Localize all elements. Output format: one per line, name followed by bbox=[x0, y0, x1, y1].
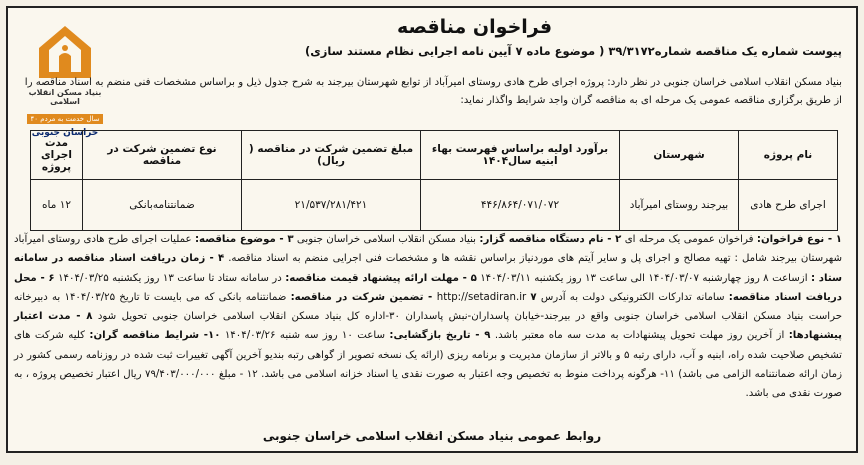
item-6-text: سامانه تدارکات الکترونیکی دولت به آدرس http://setadiran.ir bbox=[436, 291, 725, 303]
cell-estimate: ۴۴۶/۸۶۴/۰۷۱/۰۷۲ bbox=[421, 180, 620, 231]
page-title: فراخوان مناقصه bbox=[396, 16, 553, 38]
house-logo-icon bbox=[35, 22, 95, 82]
item-9-label: ۹ - تاریخ بازگشایی: bbox=[389, 330, 491, 342]
item-5-text: در سامانه ستاد تا ساعت ۱۳ روز یکشنبه ۱۴۰۴/۰۳/۲۵ bbox=[58, 272, 282, 284]
item-7-label: ۷ - تضمین شرکت در مناقصه: bbox=[290, 291, 537, 303]
item-4-text: ازساعت ۸ روز چهارشنبه ۱۴۰۴/۰۳/۰۷ الی ساعت ۱۳ روز یکشنبه ۱۴۰۴/۰۳/۱۱ bbox=[480, 272, 808, 284]
project-table bbox=[30, 130, 838, 231]
item-6-label: ۶ - محل دریافت اسناد مناقصه: bbox=[14, 272, 842, 303]
item-1-label: ۱ - نوع فراخوان: bbox=[756, 234, 842, 245]
item-10-label: ۱۰- شرایط مناقصه گران: bbox=[89, 330, 221, 342]
attachment-line: پیوست شماره یک مناقصه شماره۳۹/۳۱۷۲ ( موضوع ماده ۷ آیین نامه اجرایی نظام مستند سازی) bbox=[304, 44, 842, 58]
intro-paragraph: بنیاد مسکن انقلاب اسلامی خراسان جنوبی در نظر دارد: پروژه اجرای طرح هادی روستای امیرآباد از توابع شهرستان بیرجند به شرح جدول ذیل و براساس مشخصات فنی منضم به اسناد مناقصه را از طریق برگزاری مناقصه عمومی یک مرحله ای به مناقصه گران واجد شرایط واگذار نماید: bbox=[24, 77, 842, 106]
item-8-text: از آخرین روز مهلت تحویل پیشنهادات به مدت سه ماه معتبر باشد. bbox=[494, 330, 785, 342]
header bbox=[107, 16, 842, 58]
tender-conditions bbox=[14, 230, 842, 404]
col-city: شهرستان bbox=[620, 131, 739, 180]
cell-duration: ۱۲ ماه bbox=[31, 180, 83, 231]
item-9-text: ساعت ۱۰ روز سه شنبه ۱۴۰۴/۰۳/۲۶ bbox=[224, 330, 385, 342]
item-3-text: عملیات اجرای طرح هادی روستای امیرآباد شهرستان بیرجند شامل : تهیه مصالح و اجرای پل و سایر آیتم های موردنیاز براساس نقشه ها و مشخصات فنی اجرایی منضم به اسناد مناقصه. bbox=[14, 234, 842, 265]
item-8-label: ۸ - مدت اعتبار پیشنهادها: bbox=[14, 311, 842, 342]
item-11-text: ۱۱- هرگونه پرداخت منوط به تخصیص وجه اعتبار به صورت نقدی یا اسناد خزانه اسلامی می باشد. bbox=[261, 369, 675, 381]
item-2-text: بنیاد مسکن انقلاب اسلامی خراسان جنوبی bbox=[296, 234, 476, 245]
col-duration: مدت اجرای پروژه bbox=[31, 131, 83, 180]
item-10-text: کلیه شرکت های تشخیص صلاحیت شده راه، ابنیه و آب، دارای رتبه ۵ و بالاتر از سازمان مدیریت و برنامه ریزی (ارائه یک نسخه تصویر از گواهی رتبه بندیو آخرین آگهی تغییرات ثبت شده در روزنامه رسمی کشور در زمان ارائه ضمانتنامه الزامی می باشد) bbox=[14, 330, 842, 381]
cell-guarantee-type: ضمانتنامه‌بانکی bbox=[83, 180, 242, 231]
table-row bbox=[31, 180, 838, 231]
item-3-label: ۳ - موضوع مناقصه: bbox=[194, 234, 294, 245]
logo-anniversary: ۴۰ سال خدمت به مردم bbox=[27, 114, 104, 124]
item-4-label: ۴ - زمان دریافت اسناد مناقصه در سامانه ستاد : bbox=[14, 253, 842, 284]
logo-region: خراسان جنوبی bbox=[31, 128, 99, 138]
item-2-label: ۲ - نام دستگاه مناقصه گزار: bbox=[479, 234, 622, 245]
cell-project-name: اجرای طرح هادی bbox=[739, 180, 838, 231]
col-guarantee-amount: مبلغ تضمین شرکت در مناقصه ( ریال) bbox=[242, 131, 421, 180]
logo-org-name: بنیاد مسکن انقلاب اسلامی bbox=[28, 88, 102, 106]
item-12-text: ۱۲ - مبلغ ۷۹/۴۰۳/۰۰۰/۰۰۰ ریال اعتبار تخصیص پروژه ، به صورت نقدی می باشد. bbox=[14, 369, 842, 400]
col-project-name: نام پروژه bbox=[739, 131, 838, 180]
cell-guarantee-amount: ۲۱/۵۳۷/۲۸۱/۴۲۱ bbox=[242, 180, 421, 231]
footer-signature: روابط عمومی بنیاد مسکن انقلاب اسلامی خراسان جنوبی bbox=[262, 429, 602, 443]
item-1-text: فراخوان عمومی یک مرحله ای bbox=[624, 234, 754, 245]
cell-city: بیرجند روستای امیرآباد bbox=[620, 180, 739, 231]
tender-notice bbox=[6, 6, 858, 453]
item-7-text: ضمانتنامه بانکی که می بایست تا تاریخ ۱۴۰۴/۰۳/۲۵ به دبیرخانه حراست بنیاد مسکن انقلاب اسلامی خراسان جنوبی واقع در بیرجند-خیابان پاسداران-نبش پاسداران ۳۰-اداره کل بنیاد مسکن انقلاب اسلامی خراسان جنوبی تحویل شود bbox=[14, 291, 842, 323]
item-5-label: ۵ - مهلت ارائه پیشنهاد قیمت مناقصه: bbox=[285, 272, 477, 284]
col-guarantee-type: نوع تضمین شرکت در مناقصه bbox=[83, 131, 242, 180]
table-header-row bbox=[31, 131, 838, 180]
col-estimate: برآورد اولیه براساس فهرست بهاء ابنیه سال۱۴۰۴ bbox=[421, 131, 620, 180]
